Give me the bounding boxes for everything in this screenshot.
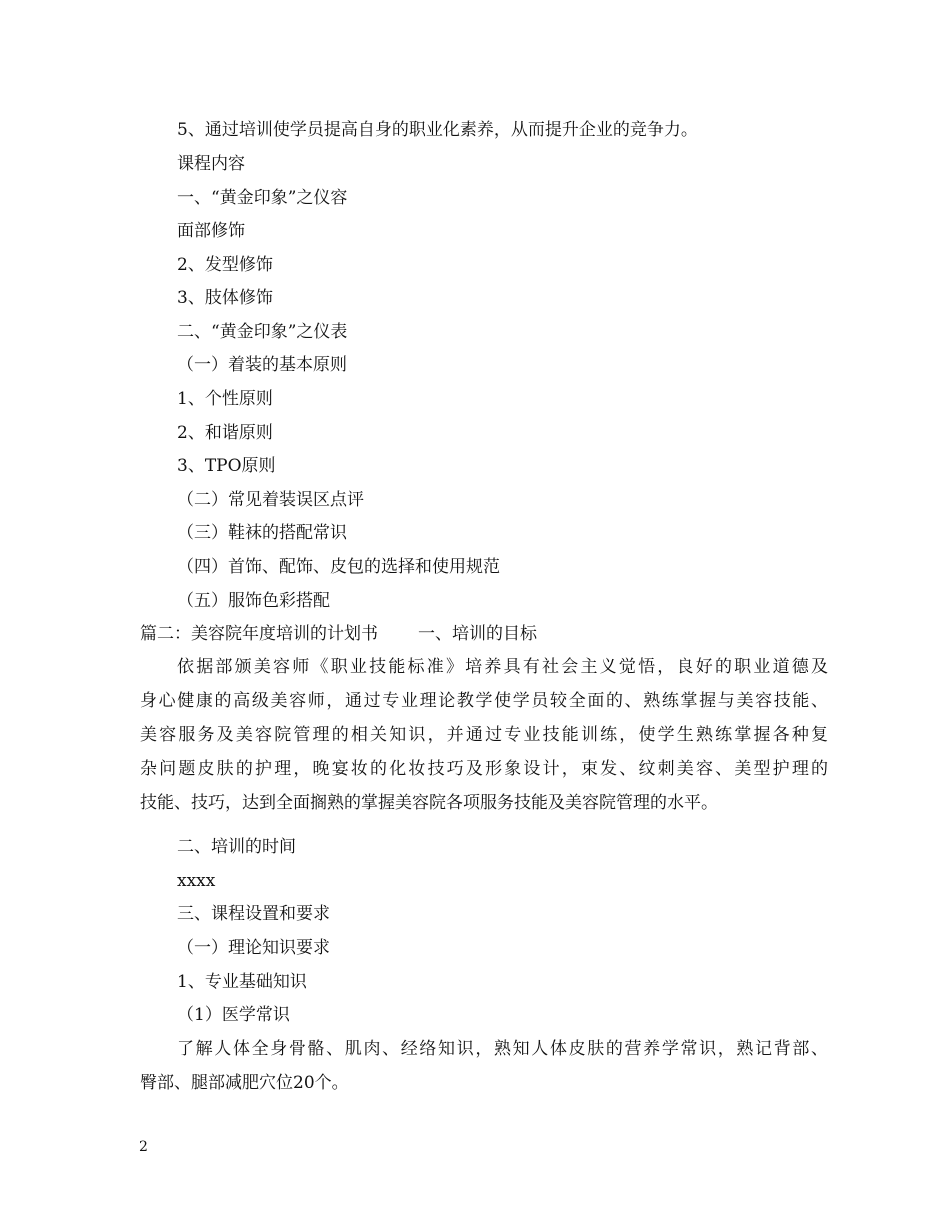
paragraph-line: 美容服务及美容院管理的相关知识，并通过专业技能训练，使学生熟练掌握各种复 <box>140 725 828 745</box>
list-item: （四）首饰、配饰、皮包的选择和使用规范 <box>177 557 500 577</box>
paragraph-line: 技能、技巧，达到全面搁熟的掌握美容院各项服务技能及美容院管理的水平。 <box>140 793 718 813</box>
section-heading <box>140 622 537 646</box>
list-item: （1）医学常识 <box>177 1005 290 1025</box>
heading-course-content: 课程内容 <box>177 154 245 174</box>
paragraph-line: 依据部颁美容师《职业技能标准》培养具有社会主义觉悟，良好的职业道德及 <box>177 657 828 677</box>
paragraph-line: 了解人体全身骨骼、肌肉、经络知识，熟知人体皮肤的营养学常识，熟记背部、 <box>177 1039 828 1059</box>
list-item: （一）理论知识要求 <box>177 938 330 958</box>
paragraph-line: 身心健康的高级美容师，通过专业理论教学使学员较全面的、熟练掌握与美容技能、 <box>140 691 828 711</box>
section-subtitle: 一、培训的目标 <box>418 624 537 644</box>
heading-training-time: 二、培训的时间 <box>177 837 296 857</box>
list-item: 5、通过培训使学员提高自身的职业化素养，从而提升企业的竞争力。 <box>177 120 698 140</box>
list-item: 面部修饰 <box>177 221 245 241</box>
list-item: （一）着装的基本原则 <box>177 355 347 375</box>
heading-appearance: 一、“黄金印象”之仪容 <box>177 188 348 208</box>
paragraph-line: 杂问题皮肤的护理，晚宴妆的化妆技巧及形象设计，束发、纹刺美容、美型护理的 <box>140 759 828 779</box>
list-item: （五）服饰色彩搭配 <box>177 591 330 611</box>
list-item: 3、肢体修饰 <box>177 288 273 308</box>
list-item: （二）常见着装误区点评 <box>177 490 364 510</box>
list-item: 1、个性原则 <box>177 389 273 409</box>
list-item: xxxx <box>177 871 216 891</box>
heading-attire: 二、“黄金印象”之仪表 <box>177 322 348 342</box>
list-item: 2、和谐原则 <box>177 423 273 443</box>
list-item: 3、TPO原则 <box>177 456 276 476</box>
list-item: 1、专业基础知识 <box>177 972 307 992</box>
section-title: 篇二：美容院年度培训的计划书 <box>140 624 378 644</box>
heading-curriculum: 三、课程设置和要求 <box>177 904 330 924</box>
page-number: 2 <box>139 1139 148 1155</box>
list-item: （三）鞋袜的搭配常识 <box>177 523 347 543</box>
paragraph-line: 臀部、腿部减肥穴位20个。 <box>140 1073 349 1093</box>
list-item: 2、发型修饰 <box>177 255 273 275</box>
